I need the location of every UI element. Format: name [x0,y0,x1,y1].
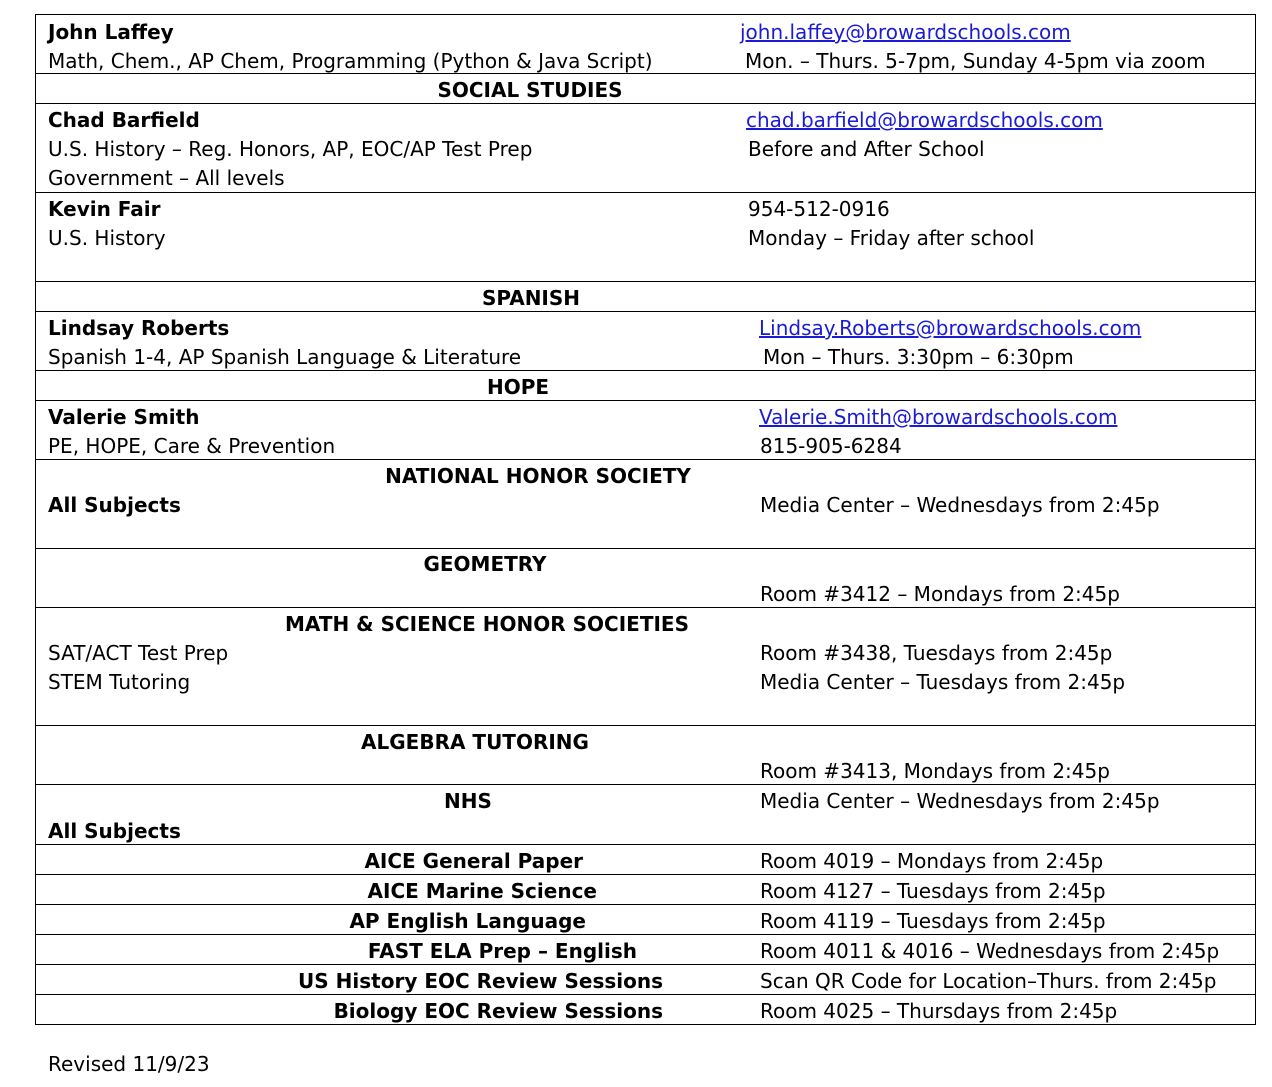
section-header-spanish [36,282,1255,312]
tutor-email-link[interactable]: Valerie.Smith@browardschools.com [759,405,1118,429]
tutor-name: Kevin Fair [48,197,161,221]
session-location: Room 4025 – Thursdays from 2:45p [760,999,1118,1023]
section-national-honor-society [36,460,1255,549]
section-geometry [36,549,1255,608]
session-subject: AP English Language [349,909,586,933]
tutor-subjects: Government – All levels [48,166,285,190]
session-row-fast-ela-prep [36,935,1255,965]
session-subject: AICE General Paper [364,849,583,873]
tutor-hours: Monday – Friday after school [748,226,1035,250]
session-location: Room #3413, Mondays from 2:45p [760,759,1110,783]
tutor-row-roberts [36,312,1255,371]
section-header-hope [36,371,1255,401]
session-row-aice-general-paper [36,845,1255,875]
tutor-subjects: U.S. History [48,226,166,250]
tutoring-schedule-table [35,14,1256,1025]
section-subjects: All Subjects [48,493,181,517]
section-math-science-honor-societies [36,608,1255,726]
section-title: ALGEBRA TUTORING [361,730,589,754]
session-location: Media Center – Wednesdays from 2:45p [760,493,1160,517]
session-location: Media Center – Wednesdays from 2:45p [760,789,1160,813]
section-nhs [36,785,1255,845]
tutor-hours: Mon – Thurs. 3:30pm – 6:30pm [763,345,1074,369]
session-row-biology-eoc [36,995,1255,1025]
session-row-aice-marine-science [36,875,1255,905]
tutor-hours: Mon. – Thurs. 5-7pm, Sunday 4-5pm via zoom [745,49,1206,73]
session-subject: Biology EOC Review Sessions [333,999,663,1023]
section-subjects: All Subjects [48,819,181,843]
tutor-row-fair [36,193,1255,282]
tutor-name: Chad Barfield [48,108,200,132]
section-header-social-studies [36,74,1255,104]
section-title: SPANISH [481,286,581,310]
tutor-subjects: PE, HOPE, Care & Prevention [48,434,336,458]
section-title: NHS [444,789,492,813]
session-location: Media Center – Tuesdays from 2:45p [760,670,1126,694]
section-title: HOPE [486,375,550,399]
session-row-ap-english-language [36,905,1255,935]
tutor-name: Valerie Smith [48,405,200,429]
tutor-subjects: Spanish 1-4, AP Spanish Language & Literature [48,345,522,369]
session-location: Room 4119 – Tuesdays from 2:45p [760,909,1106,933]
tutor-row-barfield [36,104,1255,193]
tutor-subjects: U.S. History – Reg. Honors, AP, EOC/AP Test Prep [48,137,533,161]
tutor-row-smith [36,401,1255,460]
tutor-email-link[interactable]: john.laffey@browardschools.com [740,20,1071,44]
session-subject: AICE Marine Science [367,879,597,903]
tutor-email-link[interactable]: chad.barfield@browardschools.com [746,108,1103,132]
session-location: Room 4011 & 4016 – Wednesdays from 2:45p [760,939,1220,963]
tutor-subjects: Math, Chem., AP Chem, Programming (Python & Java Script) [48,49,653,73]
revision-date: Revised 11/9/23 [48,1052,210,1076]
session-location: Room 4019 – Mondays from 2:45p [760,849,1104,873]
session-location: Room #3438, Tuesdays from 2:45p [760,641,1113,665]
session-location: Room #3412 – Mondays from 2:45p [760,582,1120,606]
session-location: Scan QR Code for Location–Thurs. from 2:45p [760,969,1217,993]
section-title: NATIONAL HONOR SOCIETY [385,464,691,488]
tutor-hours: Before and After School [748,137,985,161]
tutor-phone: 815-905-6284 [760,434,902,458]
session-subject: FAST ELA Prep – English [367,939,637,963]
tutor-name: Lindsay Roberts [48,316,230,340]
tutor-row-laffey [36,15,1255,74]
section-title: MATH & SCIENCE HONOR SOCIETIES [285,612,689,636]
session-subject: US History EOC Review Sessions [298,969,663,993]
section-title: SOCIAL STUDIES [437,78,623,102]
section-algebra-tutoring [36,726,1255,785]
tutor-email-link[interactable]: Lindsay.Roberts@browardschools.com [759,316,1142,340]
tutor-phone: 954-512-0916 [748,197,890,221]
session-row-us-history-eoc [36,965,1255,995]
section-title: GEOMETRY [423,552,547,576]
session-location: Room 4127 – Tuesdays from 2:45p [760,879,1106,903]
tutor-name: John Laffey [48,20,174,44]
session-subject: STEM Tutoring [48,670,191,694]
session-subject: SAT/ACT Test Prep [48,641,229,665]
